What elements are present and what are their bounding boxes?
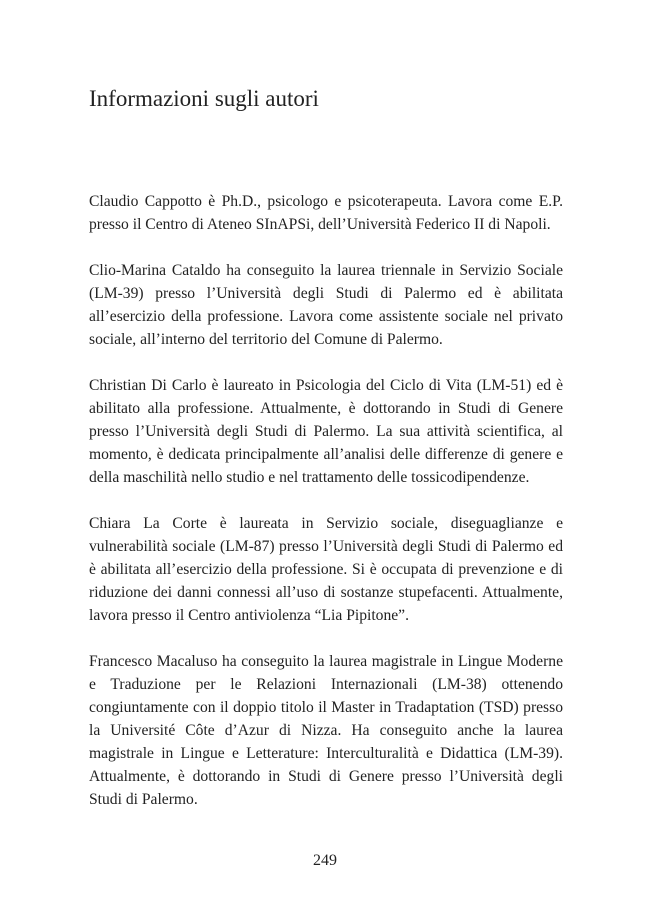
author-bios: [89, 190, 563, 811]
page-title: Informazioni sugli autori: [89, 86, 319, 111]
page-number: 249: [313, 852, 337, 869]
bio-chiara-la-corte: Chiara La Corte è laureata in Servizio sociale, diseguaglianze e vulnerabilità sociale (LM-87) presso l’Università degli Studi di Palermo ed è abilitata all’esercizio della professione. Si è occupata di prevenzione e di riduzione dei danni connessi all’uso di sostanze stupefacenti. Attualmente, lavora presso il Centro antiviolenza “Lia Pipitone”.: [89, 515, 563, 624]
bio-clio-marina-cataldo: Clio-Marina Cataldo ha conseguito la laurea triennale in Servizio Sociale (LM-39) presso l’Università degli Studi di Palermo ed è abilitata all’esercizio della professione. Lavora come assistente sociale nel privato sociale, all’interno del territorio del Comune di Palermo.: [89, 262, 563, 348]
bio-claudio-cappotto: Claudio Cappotto è Ph.D., psicologo e psicoterapeuta. Lavora come E.P. presso il Centro di Ateneo SInAPSi, dell’Università Federico II di Napoli.: [89, 193, 563, 233]
bio-christian-di-carlo: Christian Di Carlo è laureato in Psicologia del Ciclo di Vita (LM-51) ed è abilitato alla professione. Attualmente, è dottorando in Studi di Genere presso l’Università degli Studi di Palermo. La sua attività scientifica, al momento, è dedicata principalmente all’analisi delle differenze di genere e della maschilità nello studio e nel trattamento delle tossicodipendenze.: [89, 377, 563, 486]
bio-francesco-macaluso: Francesco Macaluso ha conseguito la laurea magistrale in Lingue Moderne e Traduzione per le Relazioni Internazionali (LM-38) ottenendo congiuntamente con il doppio titolo il Master in Tradaptation (TSD) presso la Université Côte d’Azur di Nizza. Ha conseguito anche la laurea magistrale in Lingue e Letterature: Interculturalità e Didattica (LM-39). Attualmente, è dottorando in Studi di Genere presso l’Università degli Studi di Palermo.: [89, 653, 563, 808]
